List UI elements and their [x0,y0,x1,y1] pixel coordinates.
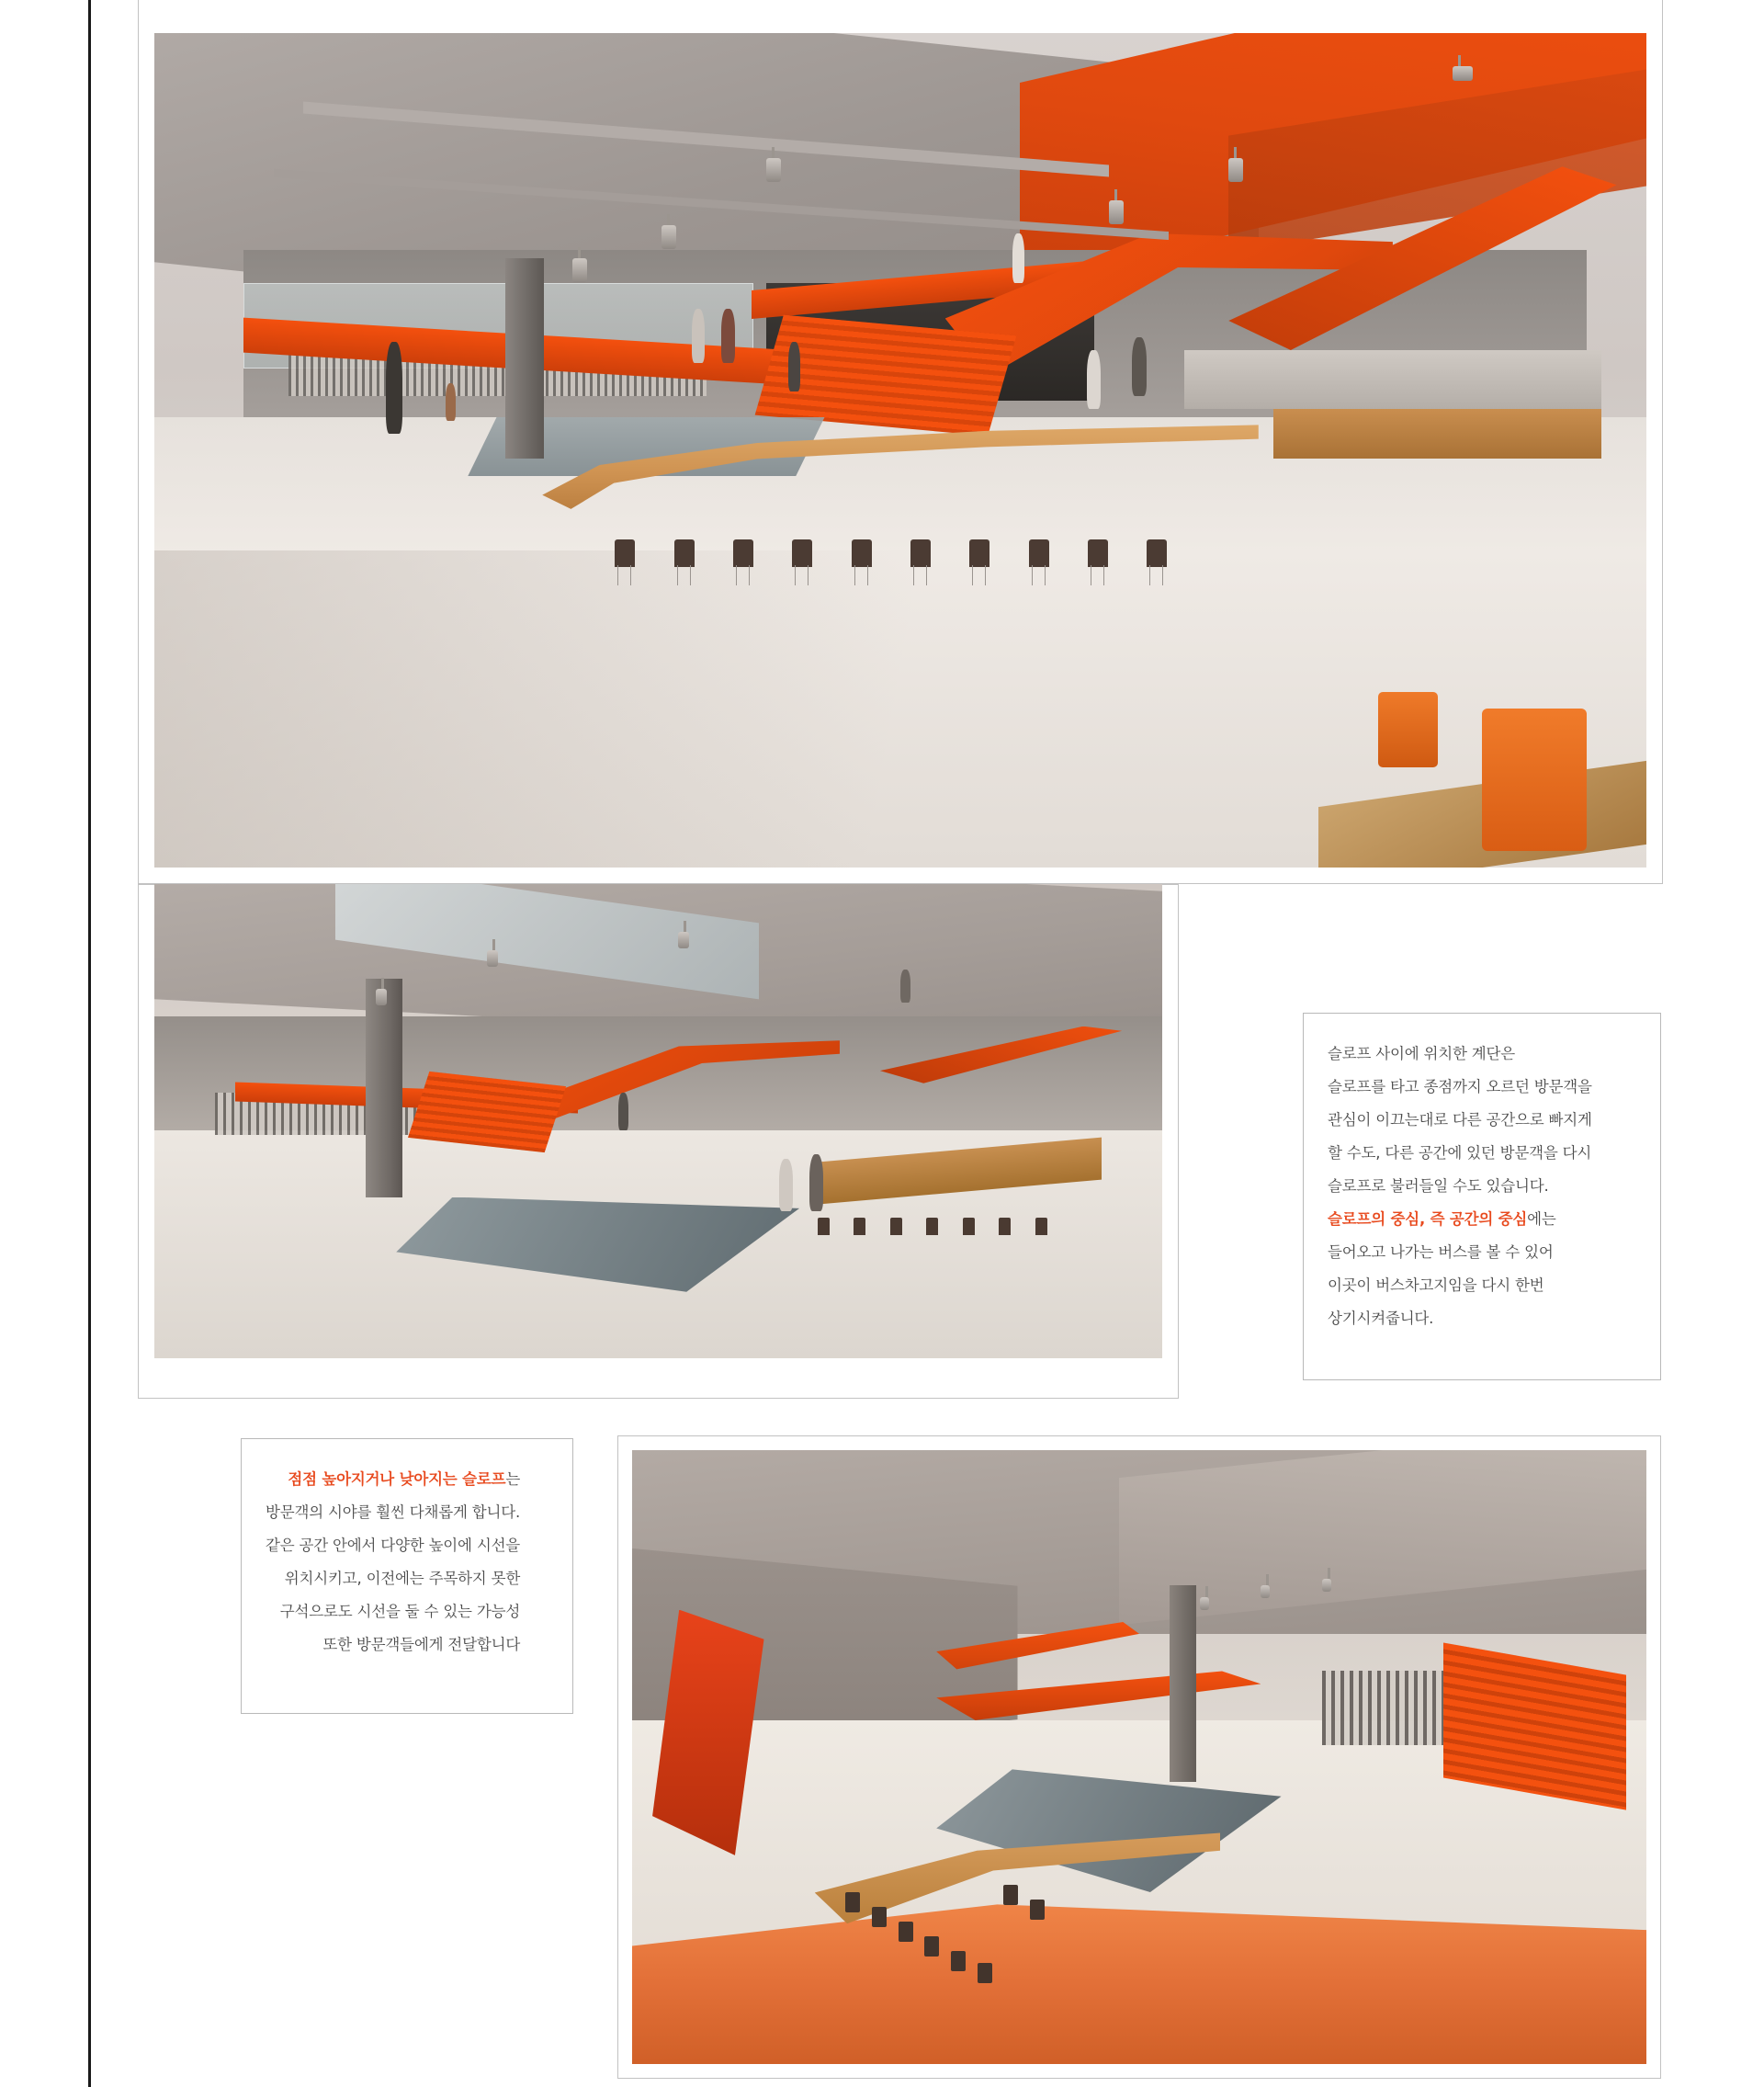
caption-line: 구석으로도 시선을 둘 수 있는 가능성 [279,1602,521,1620]
caption-line: 슬로프로 불러들일 수도 있습니다. [1328,1176,1549,1195]
caption-accent-suffix: 는 [505,1470,521,1488]
caption-line: 위치시키고, 이전에는 주목하지 못한 [284,1569,521,1587]
caption-line: 또한 방문객들에게 전달합니다 [322,1635,521,1653]
caption-accent-suffix: 에는 [1527,1209,1556,1228]
caption-line-accent [1328,1203,1592,1236]
caption-line: 이곳이 버스차고지임을 다시 한번 [1328,1276,1544,1294]
library-lounge-render [154,884,1162,1358]
caption-accent-text: 슬로프의 중심, 즉 공간의 중심 [1328,1209,1528,1228]
caption-accent-text: 점점 높아지거나 낮아지는 슬로프 [288,1470,506,1488]
caption-line: 상기시켜줍니다. [1328,1309,1434,1327]
caption-slope-center [1303,1013,1661,1380]
caption-slope-height-text [242,1439,544,1682]
aerial-overview-render [632,1450,1646,2064]
page-left-rule [88,0,91,2087]
caption-line: 같은 공간 안에서 다양한 높이에 시선을 [266,1536,521,1554]
caption-line: 방문객의 시야를 훨씬 다채롭게 합니다. [266,1503,521,1521]
caption-slope-center-text [1304,1014,1616,1355]
main-hall-interior-render [154,33,1646,868]
caption-line-accent [266,1463,520,1496]
caption-line: 슬로프 사이에 위치한 계단은 [1328,1045,1516,1062]
caption-line: 관심이 이끄는대로 다른 공간으로 빠지게 [1328,1110,1592,1129]
caption-line: 슬로프를 타고 종점까지 오르던 방문객을 [1328,1077,1592,1095]
caption-line: 할 수도, 다른 공간에 있던 방문객을 다시 [1328,1143,1592,1162]
caption-line: 들어오고 나가는 버스를 볼 수 있어 [1328,1242,1554,1261]
caption-slope-height [241,1438,573,1714]
